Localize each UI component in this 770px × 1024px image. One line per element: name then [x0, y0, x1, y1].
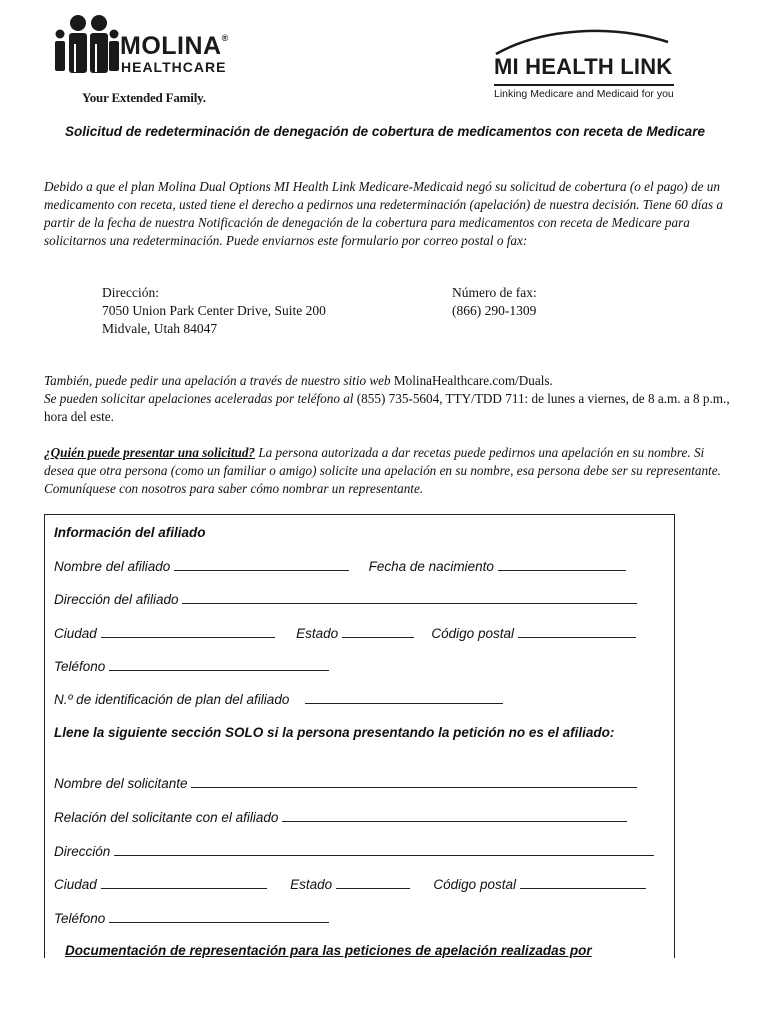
healthlink-divider — [494, 84, 674, 86]
requester-address-field[interactable] — [114, 843, 654, 856]
healthlink-title: MI HEALTH LINK — [494, 54, 673, 79]
requester-address-label: Dirección — [54, 844, 111, 859]
city-field[interactable] — [101, 625, 275, 638]
member-address-field[interactable] — [182, 591, 637, 604]
who-answer: La persona autorizada a dar recetas puede pedirnos una apelación en su nombre. Si desea que otra persona (como un familiar o amigo) solicite una apelación en su nombre, esa persona debe ser su representante. Comuníquese con nosotros para saber cómo nombrar un representante. — [44, 445, 721, 496]
requester-phone-label: Teléfono — [54, 911, 106, 926]
zip-label: Código postal — [431, 626, 514, 641]
page-title: Solicitud de redeterminación de denegación de cobertura de medicamentos con receta de Medicare — [65, 124, 705, 139]
healthcare-wordmark: HEALTHCARE — [121, 59, 227, 75]
intro-paragraph: Debido a que el plan Molina Dual Options MI Health Link Medicare-Medicaid negó su solicitud de cobertura (o el pago) de un medicamento con receta, usted tiene el derecho a pedirnos una redeterminación (apelación) de nuestra decisión. Tiene 60 días a partir de la fecha de nuestra Notificación de denegación de la cobertura para medicamentos con receta de Medicare para solicitarnos una redeterminación. Puede enviarnos este formulario por correo postal o fax: — [44, 179, 723, 248]
requester-city-field[interactable] — [101, 876, 267, 889]
phone-field[interactable] — [109, 658, 329, 671]
state-label: Estado — [296, 626, 339, 641]
website-text: También, puede pedir una apelación a través de nuestro sitio web — [44, 373, 394, 388]
city-label: Ciudad — [54, 626, 97, 641]
member-section-heading: Información del afiliado — [54, 525, 206, 540]
who-can-request-paragraph — [44, 444, 729, 498]
relationship-field[interactable] — [282, 809, 627, 822]
who-question: ¿Quién puede presentar una solicitud? — [44, 445, 256, 460]
requester-city-label: Ciudad — [54, 877, 97, 892]
requester-zip-label: Código postal — [433, 877, 516, 892]
requester-phone-field[interactable] — [109, 910, 329, 923]
also-paragraph — [44, 372, 734, 426]
address-line1: 7050 Union Park Center Drive, Suite 200 — [102, 303, 326, 318]
healthlink-tagline: Linking Medicare and Medicaid for you — [494, 88, 674, 100]
expedited-text: Se pueden solicitar apelaciones aceleradas por teléfono al — [44, 391, 357, 406]
swoosh-arc-icon — [492, 24, 672, 58]
requester-name-label: Nombre del solicitante — [54, 776, 188, 791]
fax-label: Número de fax: — [452, 285, 537, 300]
state-field[interactable] — [342, 625, 414, 638]
requester-state-label: Estado — [290, 877, 333, 892]
molina-tagline: Your Extended Family. — [82, 90, 206, 105]
relationship-label: Relación del solicitante con el afiliado — [54, 810, 279, 825]
requester-section-heading: Llene la siguiente sección SOLO si la persona presentando la petición no es el afiliado: — [54, 725, 615, 740]
member-name-label: Nombre del afiliado — [54, 559, 171, 574]
plan-id-label: N.º de identificación de plan del afiliado — [54, 692, 290, 707]
requester-state-field[interactable] — [336, 876, 410, 889]
family-figures-icon — [52, 14, 120, 76]
molina-healthcare-logo — [52, 14, 252, 106]
phone-label: Teléfono — [54, 659, 106, 674]
birth-date-label: Fecha de nacimiento — [368, 559, 494, 574]
website-link[interactable]: MolinaHealthcare.com/Duals. — [393, 373, 553, 388]
page-header — [0, 0, 770, 120]
zip-field[interactable] — [518, 625, 636, 638]
requester-name-field[interactable] — [191, 775, 637, 788]
address-label: Dirección: — [102, 285, 159, 300]
member-name-field[interactable] — [174, 558, 349, 571]
requester-zip-field[interactable] — [520, 876, 646, 889]
documentation-heading: Documentación de representación para las peticiones de apelación realizadas por — [65, 943, 592, 958]
fax-info — [452, 284, 537, 320]
phone-hours: (855) 735-5604, TTY/TDD 711: de lunes a viernes, de 8 a.m. a 8 p.m., hora del este. — [44, 391, 730, 424]
birth-date-field[interactable] — [498, 558, 626, 571]
mi-health-link-logo — [492, 24, 692, 104]
molina-wordmark: MOLINA® — [120, 32, 229, 60]
fax-number: (866) 290-1309 — [452, 303, 537, 318]
plan-id-field[interactable] — [305, 691, 503, 704]
address-line2: Midvale, Utah 84047 — [102, 321, 218, 336]
member-address-label: Dirección del afiliado — [54, 592, 179, 607]
member-info-form — [44, 514, 675, 958]
mailing-address — [102, 284, 326, 338]
